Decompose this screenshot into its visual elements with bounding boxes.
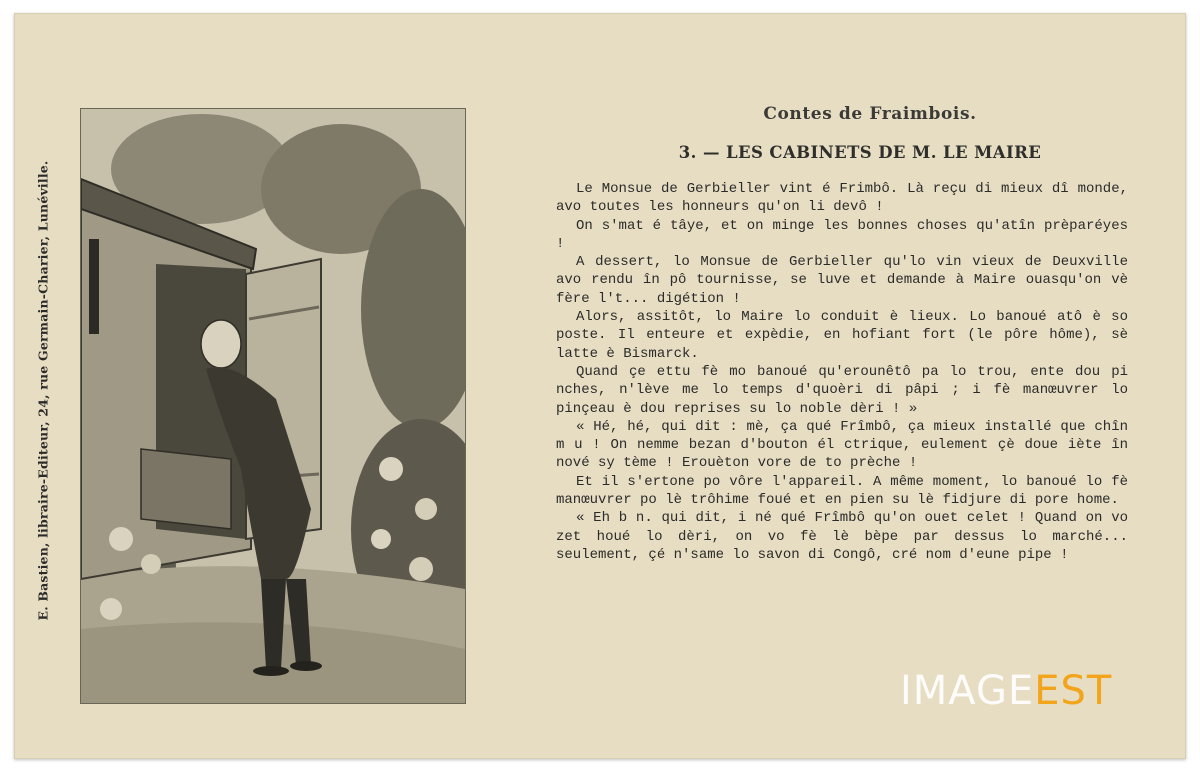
image-est-watermark [900,666,1160,716]
paragraph: Quand çe ettu fè mo banoué qu'erounêtô pa lo trou, ente dou pi nches, n'lève me lo temps d'quoèri di pâpi ; i fè manœuvrer lo pinçeau è dou reprises su lo noble dèri ! » [556,363,1128,417]
paragraph: A dessert, lo Monsue de Gerbieller qu'lo vin vieux de Deuxville avo rendu în pô tournisse, se luve et demande à Maire ouasqu'on vè fère l't... digétion ! [556,254,1128,307]
outhouse-engraving [81,109,465,703]
watermark-image: IMAGE [900,668,1035,714]
paragraph: Le Monsue de Gerbieller vint é Frimbô. Là reçu di mieux dî monde, avo toutes les honneurs qu'on li devô ! [556,181,1128,216]
publisher-text: E. Bastien, libraire-Editeur, 24, rue Germain-Charier, Lunéville. [35,160,51,620]
illustration [80,108,466,704]
paragraph: « Eh b n. qui dit, i né qué Frîmbô qu'on ouet celet ! Quand on vo zet houé lo dèri, on vo fè lè bèpe par dessus lo marché... seulement, çé n'same lo savon di Congô, cré nom d'eune pipe ! [556,510,1128,563]
publisher-imprint [28,90,58,690]
paragraph: Et il s'ertone po vôre l'appareil. A même moment, lo banoué lo fè manœuvrer po lè trôhime foué et en pien su lè fidjure di pore home. [556,473,1128,509]
watermark-est: EST [1034,668,1113,714]
collection-title: Contes de Fraimbois. [763,104,977,124]
paragraph: Alors, assitôt, lo Maire lo conduit è lieux. Lo banoué atô è so poste. Il enteure et expèdie, en hofiant fort (le pôre hôme), sè latte è Bismarck. [556,309,1128,362]
paragraph: On s'mat é tâye, et on minge les bonnes choses qu'atîn prèparéyes ! [556,217,1128,252]
paragraph: « Hé, hé, qui dit : mè, ça qué Frîmbô, ça mieux installé que chîn m u ! On nemme bezan d'bouton él ctrique, eulement çè doue iète în nové sy tème ! Erouèton vore de to prèche ! [556,418,1128,472]
story-title: 3. — LES CABINETS DE M. LE MAIRE [678,143,1042,162]
story-text [556,180,1128,564]
